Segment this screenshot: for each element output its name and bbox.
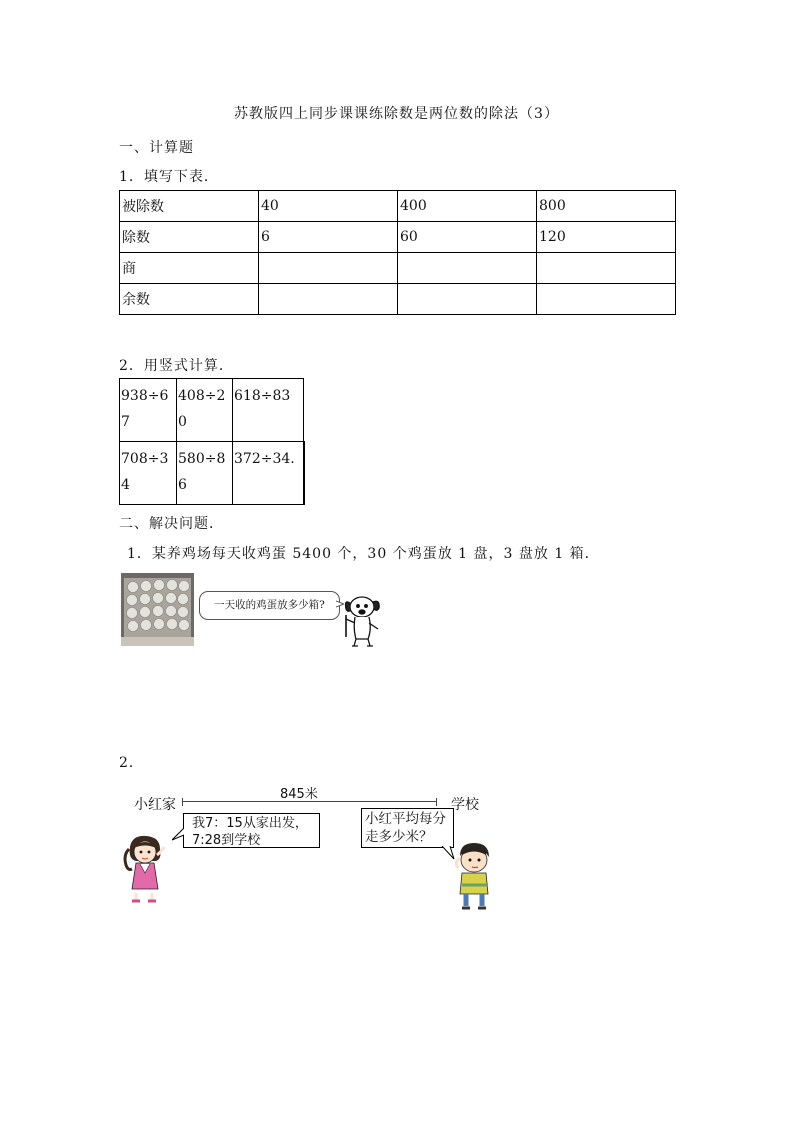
boy-speech-line: 小红平均每分 (365, 811, 446, 827)
end-label: 学校 (451, 797, 479, 813)
section-heading-calc: 一、计算题 (119, 140, 194, 156)
question-2-label: 2．用竖式计算． (119, 358, 234, 374)
table-cell-blank[interactable] (537, 253, 676, 284)
table-cell: 400 (398, 191, 537, 222)
table-cell-blank[interactable] (537, 284, 676, 315)
table-cell-blank[interactable] (398, 253, 537, 284)
boy-speech-line: 走多少米？ (365, 829, 433, 845)
girl-speech-box (183, 813, 320, 848)
table-cell-blank[interactable] (259, 253, 398, 284)
table-cell: 6 (259, 222, 398, 253)
problem-2-label: 2． (119, 755, 144, 771)
girl-speech-line: 7:28到学校 (192, 833, 261, 848)
section-heading-solve: 二、解决问题． (119, 516, 224, 532)
table-row (120, 253, 676, 284)
table-row (120, 284, 676, 315)
calc-cell: 708÷34 (119, 441, 177, 505)
girl-bubble-tail-icon (172, 826, 184, 842)
question-1-label: 1．填写下表． (119, 169, 219, 185)
table-cell: 余数 (120, 284, 259, 315)
calc-cell: 372÷34. (232, 441, 305, 505)
girl-speech-line: 我7：15从家出发， (192, 816, 308, 831)
table-cell-blank[interactable] (398, 284, 537, 315)
start-label: 小红家 (134, 797, 176, 813)
calc-cell: 618÷83 (232, 378, 304, 442)
table-cell: 800 (537, 191, 676, 222)
problem-1-text: 1．某养鸡场每天收鸡蛋 5400 个，30 个鸡蛋放 1 盘，3 盘放 1 箱． (127, 546, 600, 562)
table-cell: 除数 (120, 222, 259, 253)
table-cell-blank[interactable] (259, 284, 398, 315)
table-cell: 被除数 (120, 191, 259, 222)
table-cell: 40 (259, 191, 398, 222)
girl-cartoon-icon (120, 833, 172, 903)
table-cell: 120 (537, 222, 676, 253)
table-row (120, 191, 676, 222)
table-row (120, 222, 676, 253)
page-title: 苏教版四上同步课课练除数是两位数的除法（3） (234, 106, 559, 122)
route-line (182, 801, 437, 802)
calc-cell: 938÷67 (119, 378, 177, 442)
egg-tray-image (121, 573, 194, 646)
boy-cartoon-icon (452, 840, 497, 912)
speech-bubble: 一天收的鸡蛋放多少箱? (199, 591, 340, 620)
table-cell: 商 (120, 253, 259, 284)
fill-table (119, 190, 676, 315)
dog-cartoon-icon (340, 593, 386, 648)
table-cell: 60 (398, 222, 537, 253)
distance-label: 845米 (280, 787, 318, 802)
boy-speech-box (361, 808, 454, 848)
calc-cell: 408÷20 (176, 378, 233, 442)
calc-cell: 580÷86 (176, 441, 233, 505)
vertical-calc-grid (119, 378, 305, 505)
